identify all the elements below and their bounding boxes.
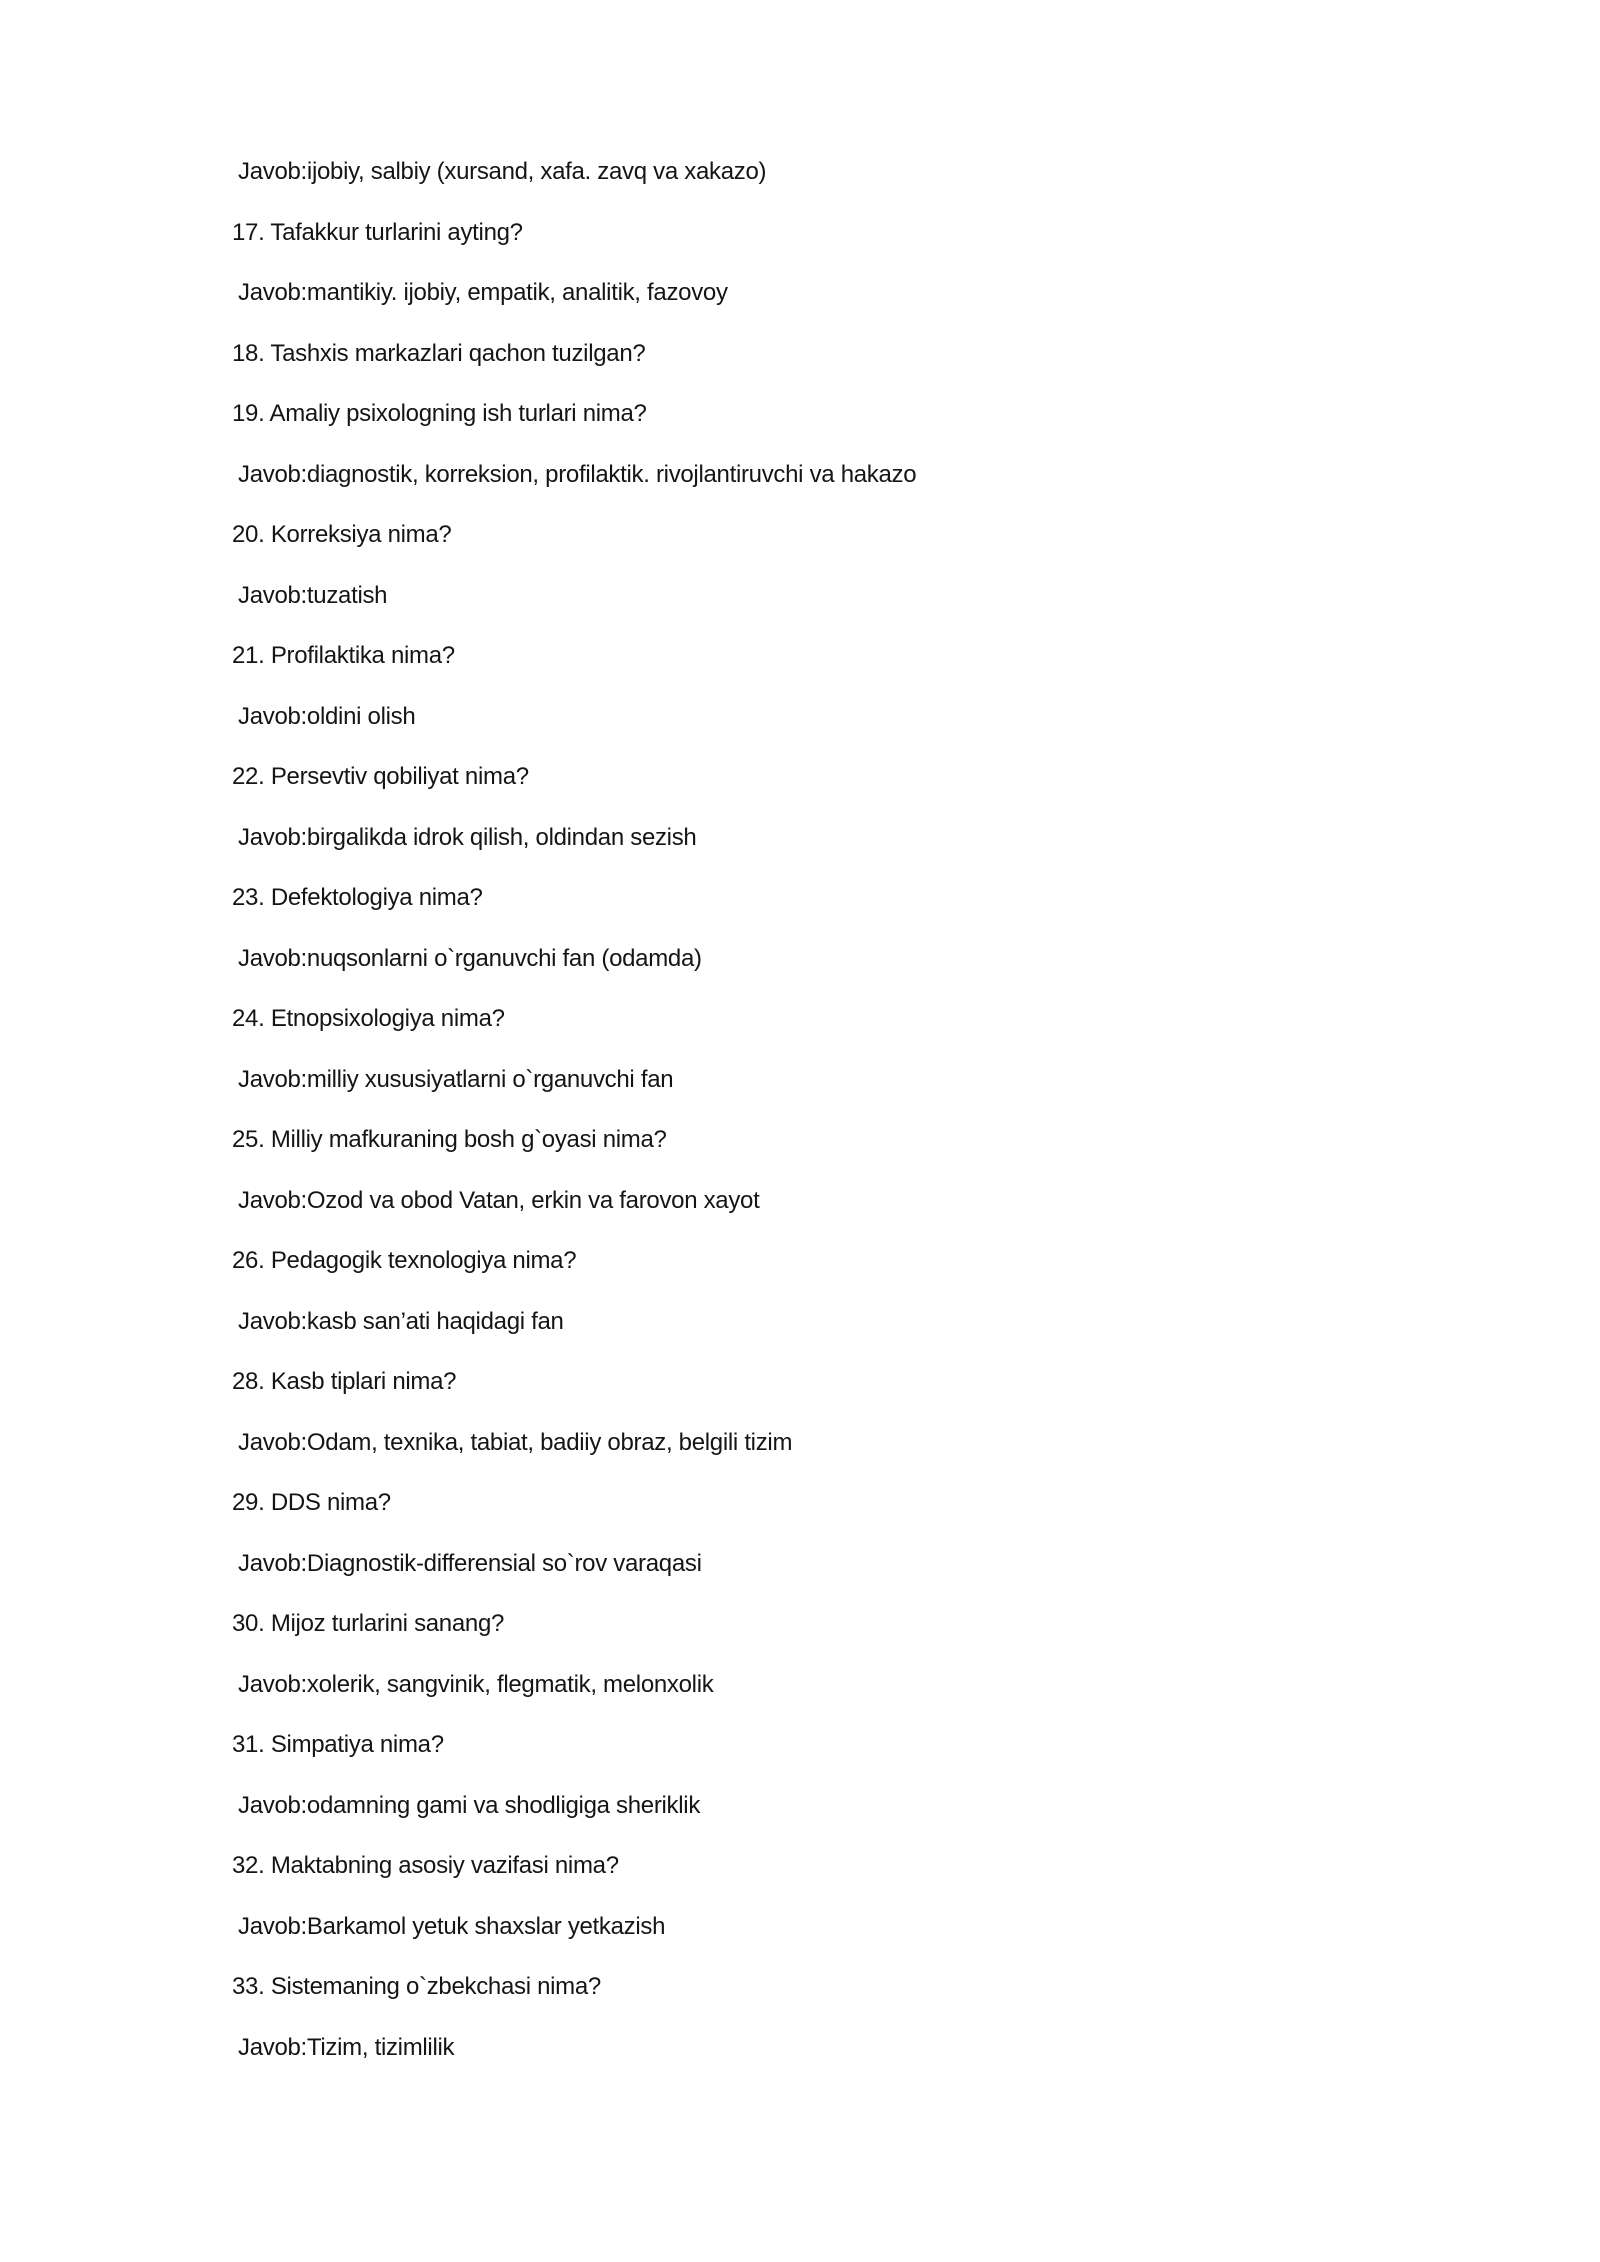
answer-line: Javob:tuzatish — [238, 581, 388, 609]
question-line: 25. Milliy mafkuraning bosh g`oyasi nima? — [232, 1126, 667, 1153]
answer-line: Javob:nuqsonlarni o`rganuvchi fan (odamda) — [238, 944, 702, 972]
answer-line: Javob:milliy xususiyatlarni o`rganuvchi fan — [238, 1065, 674, 1093]
answer-line: Javob:oldini olish — [238, 702, 416, 730]
question-line: 32. Maktabning asosiy vazifasi nima? — [232, 1852, 619, 1879]
question-line: 24. Etnopsixologiya nima? — [232, 1005, 505, 1032]
question-line: 20. Korreksiya nima? — [232, 521, 452, 548]
question-line: 30. Mijoz turlarini sanang? — [232, 1610, 505, 1637]
answer-line: Javob:Diagnostik-differensial so`rov varaqasi — [238, 1549, 702, 1577]
question-line: 26. Pedagogik texnologiya nima? — [232, 1247, 577, 1274]
answer-line: Javob:mantikiy. ijobiy, empatik, analitik, fazovoy — [238, 279, 728, 306]
question-line: 21. Profilaktika nima? — [232, 642, 455, 669]
answer-line: Javob:birgalikda idrok qilish, oldindan sezish — [238, 823, 697, 851]
question-line: 33. Sistemaning o`zbekchasi nima? — [232, 1973, 601, 2000]
question-line: 19. Amaliy psixologning ish turlari nima? — [232, 400, 647, 427]
answer-line: Javob:Barkamol yetuk shaxslar yetkazish — [238, 1912, 666, 1940]
question-line: 28. Kasb tiplari nima? — [232, 1368, 457, 1395]
answer-line: Javob:Ozod va obod Vatan, erkin va farovon xayot — [238, 1186, 760, 1214]
question-line: 29. DDS nima? — [232, 1489, 391, 1516]
question-line: 17. Tafakkur turlarini ayting? — [232, 218, 523, 246]
answer-line: Javob:xolerik, sangvinik, flegmatik, melonxolik — [238, 1670, 714, 1698]
answer-line: Javob:ijobiy, salbiy (xursand, xafa. zavq va xakazo) — [238, 158, 767, 185]
question-line: 18. Tashxis markazlari qachon tuzilgan? — [232, 339, 646, 367]
answer-line: Javob:diagnostik, korreksion, profilaktik. rivojlantiruvchi va hakazo — [238, 460, 917, 488]
question-line: 22. Persevtiv qobiliyat nima? — [232, 763, 529, 790]
answer-line: Javob:Odam, texnika, tabiat, badiiy obraz, belgili tizim — [238, 1428, 793, 1456]
answer-line: Javob:kasb san’ati haqidagi fan — [238, 1307, 564, 1335]
answer-line: Javob:odamning gami va shodligiga sheriklik — [238, 1791, 701, 1819]
question-line: 23. Defektologiya nima? — [232, 884, 483, 911]
question-line: 31. Simpatiya nima? — [232, 1731, 444, 1758]
answer-line: Javob:Tizim, tizimlilik — [238, 2033, 455, 2061]
